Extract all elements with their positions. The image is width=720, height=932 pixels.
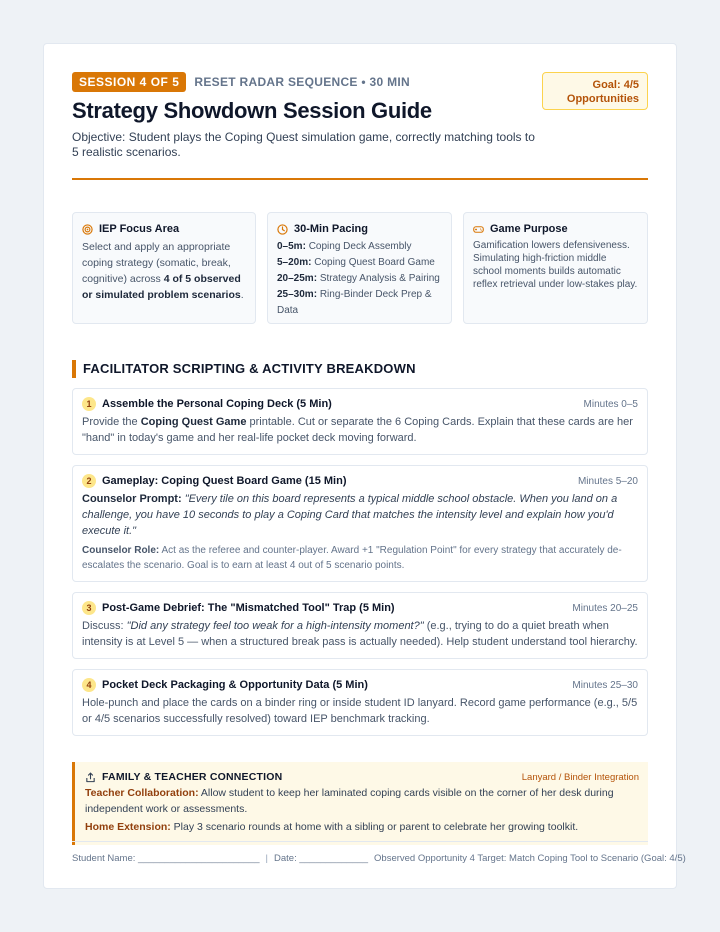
pacing-time: 5–20m: <box>277 257 312 268</box>
purpose-card-body: Gamification lowers defensiveness. Simulating high-friction middle school moments builds automatic reflex retrieval under low-stakes play. <box>473 240 638 290</box>
prompt-quote: "Every tile on this board represents a typical middle school obstacle. When you land on a challenge, you have 10 seconds to play a Coping Card that matches the intensity level and explain how you'd execute it." <box>82 493 618 537</box>
step-time: Minutes 0–5 <box>583 398 638 410</box>
teacher-label: Teacher Collaboration: <box>85 787 199 799</box>
header <box>72 72 648 160</box>
step-card-2 <box>72 465 648 582</box>
purpose-card-header <box>473 223 638 235</box>
step-title-row <box>82 474 347 488</box>
pacing-card-header <box>277 223 442 235</box>
step-text: Discuss: <box>82 620 127 632</box>
observed-opportunity: Observed Opportunity 4 Target: Match Coping Tool to Scenario (Goal: 4/5) <box>374 853 686 864</box>
clock-icon <box>277 224 288 235</box>
home-text: Play 3 scenario rounds at home with a sibling or parent to celebrate her growing toolkit. <box>170 821 579 833</box>
step-header <box>82 397 638 411</box>
game-purpose-card <box>463 212 648 324</box>
goal-value: Goal: 4/5 <box>592 79 639 91</box>
family-tag: Lanyard / Binder Integration <box>521 771 639 783</box>
step-text: printable. Cut or separate the 6 Coping Cards. Explain that these cards are her "hand" in today's game and her real-life pocket deck moving forward. <box>82 416 633 444</box>
pacing-row <box>277 255 442 271</box>
iep-card-header <box>82 223 246 235</box>
step-time: Minutes 20–25 <box>572 602 638 614</box>
prompt-label: Counselor Prompt: <box>82 493 182 505</box>
footer-divider: | <box>265 853 268 864</box>
step-body <box>82 414 638 446</box>
date-field: Date: _____________ <box>274 853 369 864</box>
iep-card-body <box>82 239 246 303</box>
home-extension <box>85 819 639 835</box>
pacing-label: Ring-Binder Deck Prep & Data <box>277 289 432 316</box>
pacing-card <box>267 212 452 324</box>
counselor-role <box>82 543 638 573</box>
teacher-collaboration <box>85 785 639 817</box>
home-label: Home Extension: <box>85 821 171 833</box>
step-header <box>82 678 638 692</box>
student-name-field: Student Name: _______________________ <box>72 853 260 864</box>
step-header <box>82 474 638 488</box>
step-card-1 <box>72 388 648 455</box>
step-title-row <box>82 397 332 411</box>
step-body: Hole-punch and place the cards on a binder ring or inside student ID lanyard. Record game performance (e.g., 5/5 or 4/5 scenarios successfully resolved) toward IEP benchmark tracking. <box>82 697 638 725</box>
step-card-3 <box>72 592 648 659</box>
step-title-row <box>82 601 395 615</box>
meta-line <box>72 72 542 92</box>
step-text: (e.g., trying to do a quiet breath when intensity is at Level 5 — when a structured break pass is actually needed). Help student understand tool hierarchy. <box>82 620 638 648</box>
goal-box <box>542 72 648 110</box>
iep-text: Select and apply an appropriate coping strategy (somatic, break, cognitive) across <box>82 241 231 285</box>
pacing-row <box>277 287 442 319</box>
session-guide-page <box>43 43 686 889</box>
pacing-label: Coping Quest Board Game <box>314 257 435 268</box>
role-label: Counselor Role: <box>82 545 160 556</box>
pacing-row <box>277 271 442 287</box>
goal-label: Opportunities <box>566 93 639 105</box>
counselor-prompt <box>82 491 638 539</box>
pacing-list <box>277 239 442 319</box>
objective-text: Objective: Student plays the Coping Quest simulation game, correctly matching tools to 5 realistic scenarios. <box>72 130 535 159</box>
summary-cards <box>72 212 648 324</box>
step-time: Minutes 5–20 <box>577 475 638 487</box>
gamepad-icon <box>473 224 484 235</box>
step-time: Minutes 25–30 <box>572 679 638 691</box>
step-text: Provide the <box>82 416 141 428</box>
debrief-quote: "Did any strategy feel too weak for a high-intensity moment?" <box>126 620 424 632</box>
pacing-card-title: 30-Min Pacing <box>294 223 368 235</box>
pacing-time: 0–5m: <box>277 241 306 252</box>
step-bold: Coping Quest Game <box>140 416 247 428</box>
step-number: 3 <box>82 601 96 615</box>
pacing-row <box>277 239 442 255</box>
family-title-row <box>85 771 282 783</box>
role-text: Act as the referee and counter-player. Award +1 "Regulation Point" for every strategy that accurately de-escalates the scenario. Goal is to earn at least 4 out of 5 scenario points. <box>82 545 622 571</box>
sequence-meta: RESET RADAR SEQUENCE • 30 MIN <box>194 75 410 89</box>
iep-text-end: . <box>240 289 244 301</box>
family-title: FAMILY & TEACHER CONNECTION <box>102 771 283 783</box>
session-badge: SESSION 4 OF 5 <box>72 72 186 92</box>
pacing-label: Strategy Analysis & Pairing <box>319 273 440 284</box>
step-title-row <box>82 678 368 692</box>
purpose-card-title: Game Purpose <box>490 223 568 235</box>
pacing-time: 20–25m: <box>277 273 318 284</box>
footer <box>72 841 686 864</box>
pacing-label: Coping Deck Assembly <box>308 241 412 252</box>
step-title: Gameplay: Coping Quest Board Game (15 Min) <box>102 475 347 487</box>
iep-focus-card <box>72 212 256 324</box>
step-number: 1 <box>82 397 96 411</box>
iep-card-title: IEP Focus Area <box>99 223 180 235</box>
step-title: Assemble the Personal Coping Deck (5 Min) <box>102 398 332 410</box>
header-divider <box>72 178 648 180</box>
page-title: Strategy Showdown Session Guide <box>72 98 432 123</box>
teacher-text: Allow student to keep her laminated coping cards visible on the corner of her desk during independent work or assessments. <box>85 787 614 815</box>
step-title: Pocket Deck Packaging & Opportunity Data (5 Min) <box>102 679 368 691</box>
step-card-4 <box>72 669 648 736</box>
header-left <box>72 72 542 160</box>
step-number: 2 <box>82 474 96 488</box>
step-header <box>82 601 638 615</box>
target-icon <box>82 224 93 235</box>
iep-bold-text: 4 of 5 observed or simulated problem scenarios <box>82 273 241 301</box>
step-body <box>82 618 638 650</box>
family-connection-box <box>72 762 648 845</box>
step-number: 4 <box>82 678 96 692</box>
pacing-time: 25–30m: <box>277 289 318 300</box>
family-header <box>85 771 639 783</box>
share-icon <box>85 772 96 783</box>
step-title: Post-Game Debrief: The "Mismatched Tool" Trap (5 Min) <box>102 602 395 614</box>
section-title: FACILITATOR SCRIPTING & ACTIVITY BREAKDOWN <box>72 360 648 378</box>
